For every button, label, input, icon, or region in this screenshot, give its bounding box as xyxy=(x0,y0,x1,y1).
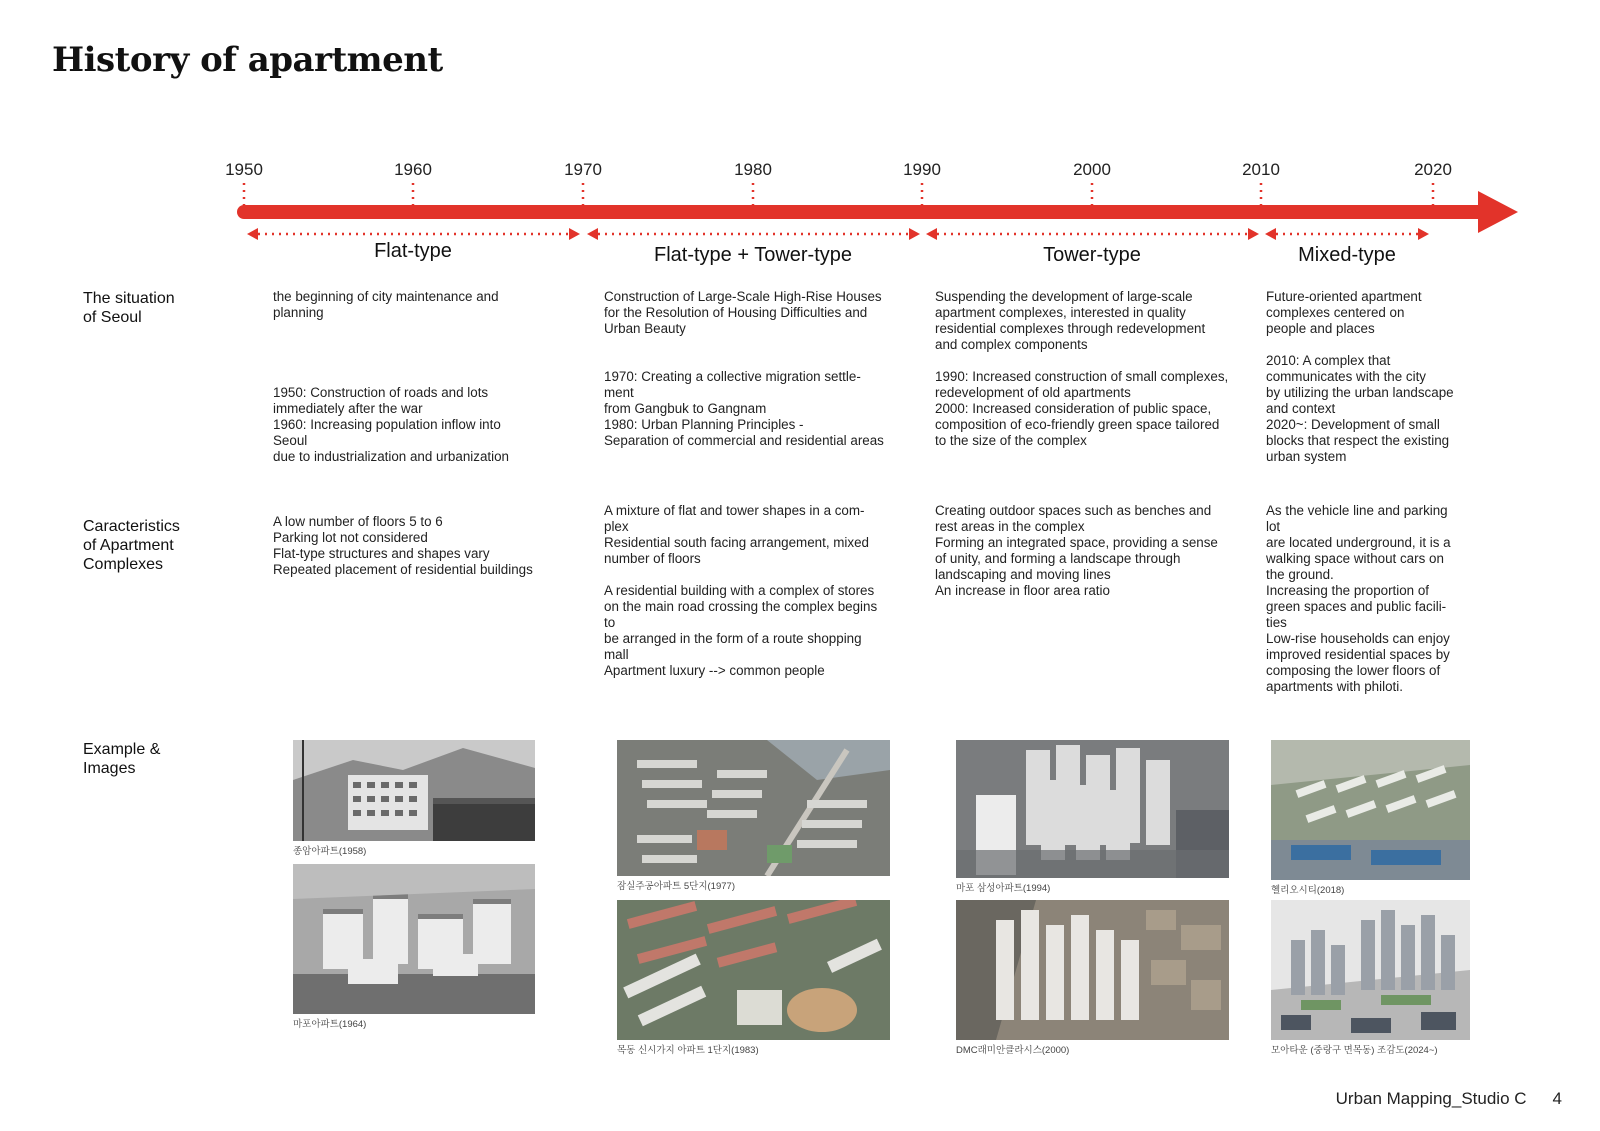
timeline-arrowhead xyxy=(1478,191,1518,233)
year-1950: 1950 xyxy=(225,160,263,179)
page-title: History of apartment xyxy=(52,40,443,80)
year-1990: 1990 xyxy=(903,160,941,179)
caption-dmc-raemian: DMC래미안클라시스(2000) xyxy=(956,1045,1070,1056)
photo-jamsil-jugong xyxy=(617,740,890,876)
characteristics-2010s: As the vehicle line and parking lot are located underground, it is a walking space without cars on the ground. Increasing the proportion of green spaces and public facili- ties Low-rise households can enjoy improved residential spaces by composing the lower floors of apartments with philoti. xyxy=(1266,503,1451,694)
situation-overview-1970s: Construction of Large-Scale High-Rise Houses for the Resolution of Housing Difficulties and Urban Beauty xyxy=(604,289,882,336)
period-range-flat xyxy=(247,228,580,240)
photo-dmc-raemian xyxy=(956,900,1229,1040)
year-2020: 2020 xyxy=(1414,160,1452,179)
year-1970: 1970 xyxy=(564,160,602,179)
situation-overview-2010s: Future-oriented apartment complexes centered on people and places xyxy=(1266,289,1422,336)
timeline-graphic xyxy=(0,0,1600,260)
year-1980: 1980 xyxy=(734,160,772,179)
photo-moatown-rendering xyxy=(1271,900,1470,1040)
caption-moatown-rendering: 모아타운 (중랑구 면목동) 조감도(2024~) xyxy=(1271,1045,1438,1056)
year-tick-marks xyxy=(244,183,1433,206)
period-range-mixed xyxy=(1265,228,1429,240)
characteristics-1990s: Creating outdoor spaces such as benches and rest areas in the complex Forming an integrated space, providing a sense of unity, and forming a landscape through landscaping and moving lines An increase in floor area ratio xyxy=(935,503,1218,598)
year-2000: 2000 xyxy=(1073,160,1111,179)
caption-jongam-apartment: 종암아파트(1958) xyxy=(293,846,367,857)
row-label-examples: Example & Images xyxy=(83,741,161,777)
caption-mokdong-apartment: 목동 신시가지 아파트 1단지(1983) xyxy=(617,1045,759,1056)
situation-overview-1990s: Suspending the development of large-scale apartment complexes, interested in quality residential complexes through redevelopment and complex components xyxy=(935,289,1206,352)
situation-details-2010s: 2010: A complex that communicates with the city by utilizing the urban landscape and context 2020~: Development of small blocks that respect the existing urban system xyxy=(1266,353,1454,464)
footer xyxy=(1336,1089,1562,1109)
characteristics-1970s: A mixture of flat and tower shapes in a com- plex Residential south facing arrangement, mixed number of floors A residential building with a complex of stores on the main road crossing the complex begins to be arranged in the form of a route shopping mall Apartment luxury --> common people xyxy=(604,503,878,678)
period-label-flat: Flat-type xyxy=(374,240,452,262)
period-range-tower xyxy=(926,228,1259,240)
period-label-mixed: Mixed-type xyxy=(1298,244,1396,266)
row-label-situation: The situation of Seoul xyxy=(83,290,175,326)
footer-text: Urban Mapping_Studio C xyxy=(1335,1089,1527,1108)
photo-helio-city xyxy=(1271,740,1470,880)
photo-mapo-samsung xyxy=(956,740,1229,878)
photo-mapo-apartment xyxy=(293,864,535,1014)
year-2010: 2010 xyxy=(1242,160,1280,179)
photo-jongam-apartment xyxy=(293,740,535,841)
characteristics-1950s: A low number of floors 5 to 6 Parking lot not considered Flat-type structures and shapes vary Repeated placement of residential buildings xyxy=(273,514,533,577)
situation-details-1950s: 1950: Construction of roads and lots immediately after the war 1960: Increasing population inflow into Seoul due to industrialization and urbanization xyxy=(273,385,509,464)
caption-jamsil-jugong: 잠실주공아파트 5단지(1977) xyxy=(617,881,735,892)
situation-details-1970s: 1970: Creating a collective migration settle- ment from Gangbuk to Gangnam 1980: Urban Planning Principles - Separation of commercial and residential areas xyxy=(604,369,884,448)
caption-helio-city: 헬리오시티(2018) xyxy=(1271,885,1345,896)
caption-mapo-samsung: 마포 삼성아파트(1994) xyxy=(956,883,1051,894)
period-label-flat-tower: Flat-type + Tower-type xyxy=(653,244,853,266)
year-1960: 1960 xyxy=(394,160,432,179)
caption-mapo-apartment: 마포아파트(1964) xyxy=(293,1019,367,1030)
situation-details-1990s: 1990: Increased construction of small complexes, redevelopment of old apartments 2000: Increased consideration of public space, composition of eco-friendly green space tailored to the size of the complex xyxy=(935,369,1229,448)
period-label-tower: Tower-type xyxy=(1043,244,1141,266)
page-number: 4 xyxy=(1552,1089,1562,1108)
situation-overview-1950s: the beginning of city maintenance and planning xyxy=(273,289,499,320)
photo-mokdong-apartment xyxy=(617,900,890,1040)
period-range-flat-tower xyxy=(587,228,920,240)
row-label-characteristics: Caracteristics of Apartment Complexes xyxy=(83,518,180,573)
